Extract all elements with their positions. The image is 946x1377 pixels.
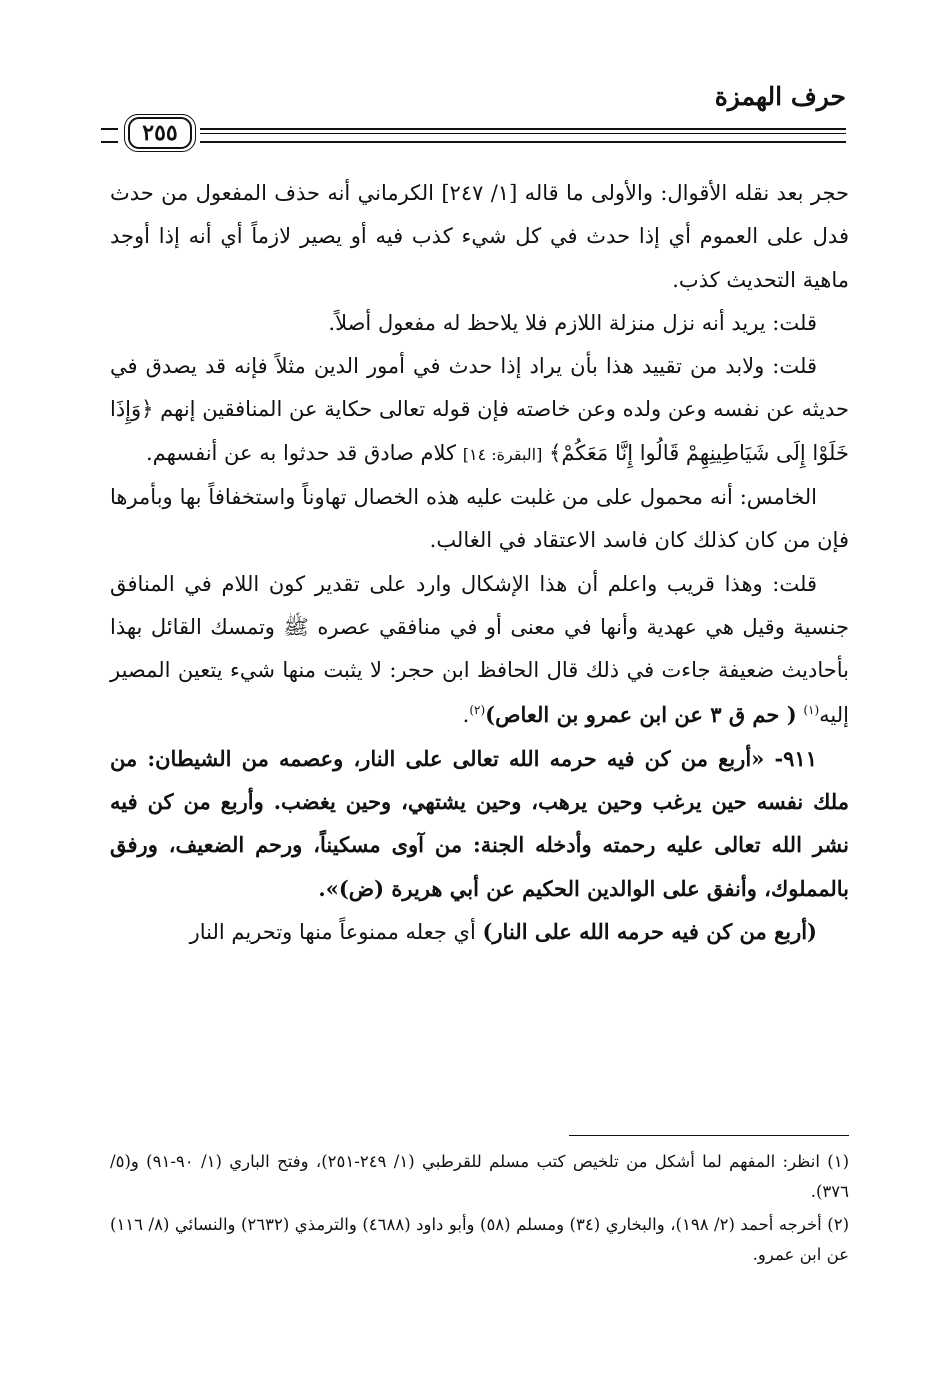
hadith-quote: (أربع من كن فيه حرمه الله على النار)	[482, 919, 817, 945]
footnotes	[110, 1147, 849, 1273]
hadith-text: «أربع من كن فيه حرمه الله تعالى على النار، وعصمه من الشيطان: من ملك نفسه حين يرغب وحين يرهب، وحين يشتهي، وحين يغضب. وأربع من كن فيه نشر الله تعالى عليه رحمته وأدخله الجنة: من آوى مسكيناً، ورحم الضعيف، ورفق بالمملوك، وأنفق على الوالدين الحكيم عن أبي هريرة (ض)».	[110, 745, 849, 901]
page-number: ٢٥٥	[128, 117, 191, 149]
paragraph-2: قلت: يريد أنه نزل منزلة اللازم فلا يلاحظ له مفعول أصلاً.	[328, 310, 817, 335]
paragraph-4: الخامس: أنه محمول على من غلبت عليه هذه الخصال تهاوناً واستخفافاً بها وبأمرها فإن من كان كذلك كان فاسد الاعتقاد في الغالب.	[110, 485, 849, 553]
footnote-divider	[569, 1135, 849, 1136]
footnote-1: (١) انظر: المفهم لما أشكل من تلخيص كتب مسلم للقرطبي (١/ ٢٤٩-٢٥١)، وفتح الباري (١/ ٩٠-٩١) و(٥/ ٣٧٦).	[110, 1152, 849, 1201]
quran-reference: [البقرة: ١٤]	[462, 444, 543, 464]
main-text	[110, 172, 849, 954]
footnote-2: (٢) أخرجه أحمد (٢/ ١٩٨)، والبخاري (٣٤) ومسلم (٥٨) وأبو داود (٤٦٨٨) والترمذي (٢٦٣٢) والنسائي (٨/ ١١٦) عن ابن عمرو.	[110, 1215, 849, 1264]
paragraph-3	[110, 345, 849, 476]
paragraph-1: حجر بعد نقله الأقوال: والأولى ما قاله [١/ ٢٤٧] الكرماني أنه حذف المفعول من حدث فدل على العموم أي إذا حدث في كل شيء كذب فيه أو يصير لازماً أي أنه إذا أوجد ماهية التحديث كذب.	[110, 181, 849, 292]
paragraph-5	[110, 563, 849, 737]
paragraph-3-text-b: كلام صادق قد حدثوا به عن أنفسهم.	[146, 440, 457, 465]
page-number-frame	[120, 114, 200, 152]
paragraph-6-text: أي جعله ممنوعاً منها وتحريم النار	[189, 920, 476, 945]
quran-verse: ﴿وَإِذَا خَلَوْا إِلَى شَيَاطِينِهِمْ قَالُوا إِنَّا مَعَكُمْ﴾	[110, 397, 849, 465]
chapter-title: حرف الهمزة	[714, 82, 846, 111]
paragraph-5-text: قلت: وهذا قريب واعلم أن هذا الإشكال وارد على تقدير كون اللام في المنافق جنسية وقيل هي عهدية وأنها في معنى أو في منافقي عصره ﷺ وتمسك القائل بهذا بأحاديث ضعيفة جاءت في ذلك قال الحافظ ابن حجر: لا يثبت منها شيء يتعين المصير إليه	[110, 571, 849, 727]
paragraph-6	[110, 910, 849, 954]
footnote-ref-1[interactable]: (١)	[803, 702, 820, 717]
hadith-number: ٩١١-	[774, 745, 817, 771]
paragraph-5-end: .	[462, 702, 470, 727]
paragraph-3-text-a: قلت: ولابد من تقييد هذا بأن يراد إذا حدث في أمور الدين مثلاً فإنه قد يصدق في حديثه عن نفسه وعن ولده وعن خاصته فإن قوله تعالى حكاية عن المنافقين إنهم	[110, 354, 849, 422]
hadith-entry	[110, 737, 849, 910]
header-rule	[200, 128, 846, 143]
source-symbols: ( حم ق ٣ عن ابن عمرو بن العاص)	[485, 701, 797, 727]
footnote-ref-2[interactable]: (٢)	[469, 702, 486, 717]
header-rule-end	[101, 128, 118, 143]
